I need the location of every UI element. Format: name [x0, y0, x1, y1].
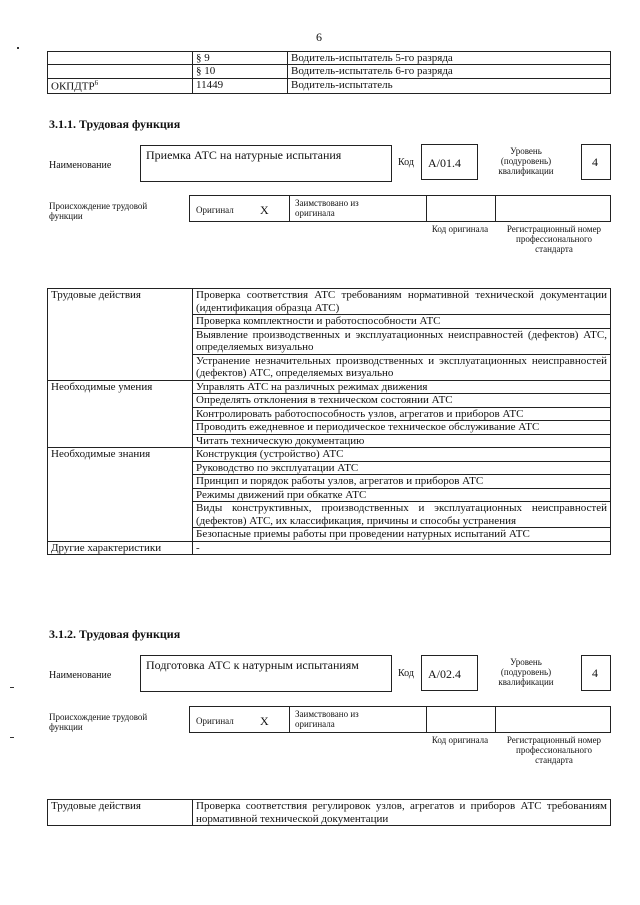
func2-borrowed-label: Заимствовано из оригинала: [295, 709, 359, 729]
list-item: Устранение незначительных производственных и эксплуатационных неисправностей (дефектов) АТС, определяемых визуально: [193, 354, 611, 380]
func2-code-value: A/02.4: [428, 667, 461, 681]
func2-origin-div-1: [289, 706, 290, 733]
list-item: Управлять АТС на различных режимах движения: [193, 380, 611, 394]
func2-heading: 3.1.2. Трудовая функция: [49, 627, 181, 641]
section-title: Другие характеристики: [48, 541, 193, 555]
okpdtr-label: ОКПДТР: [51, 80, 95, 93]
table-cell: 11449: [193, 79, 288, 94]
func2-origin-label: Происхождение трудовой функции: [49, 712, 148, 732]
list-item: Конструкция (устройство) АТС: [193, 448, 611, 462]
func2-original-mark: X: [260, 714, 269, 728]
func1-reg-number-label: Регистрационный номер профессионального стандарта: [506, 224, 602, 254]
func1-origin-div-2: [426, 195, 427, 222]
func1-origin-label: Происхождение трудовой функции: [49, 201, 148, 221]
func2-origin-div-3: [495, 706, 496, 733]
table-row: [48, 380, 611, 394]
table-cell: [48, 65, 193, 79]
table-cell: § 9: [193, 52, 288, 65]
func1-name-label: Наименование: [49, 160, 112, 171]
list-item: Выявление производственных и эксплуатационных неисправностей (дефектов) АТС, определяемых визуально: [193, 328, 611, 354]
margin-mark: [10, 687, 14, 688]
list-item: Проверка соответствия регулировок узлов, агрегатов и приборов АТС требованиям нормативной технической документации: [193, 800, 611, 826]
func1-level-label: Уровень (подуровень) квалификации: [498, 146, 554, 176]
list-item: Контролировать работоспособность узлов, агрегатов и приборов АТС: [193, 407, 611, 421]
table-row: [48, 448, 611, 462]
func1-origin-box: [189, 195, 611, 222]
func1-details-table: [47, 288, 611, 555]
page-number: 6: [316, 30, 322, 44]
table-cell: Водитель-испытатель 5-го разряда: [288, 52, 611, 65]
func2-details-table: [47, 799, 611, 826]
func2-original-label: Оригинал: [196, 716, 234, 726]
table-row: [48, 800, 611, 826]
list-item: Виды конструктивных, производственных и эксплуатационных неисправностей (дефектов) АТС, их классификация, причины и способы устранения: [193, 502, 611, 528]
list-item: Проверка соответствия АТС требованиям нормативной технической документации (идентификация образца АТС): [193, 289, 611, 315]
func1-code-value: A/01.4: [428, 156, 461, 170]
func2-name-value: Подготовка АТС к натурным испытаниям: [146, 658, 359, 672]
func2-code-original-label: Код оригинала: [431, 735, 489, 745]
table-cell: § 10: [193, 65, 288, 79]
table-row: [48, 52, 611, 65]
table-cell: [48, 52, 193, 65]
table-row: [48, 79, 611, 94]
func2-reg-number-label: Регистрационный номер профессионального стандарта: [506, 735, 602, 765]
func2-level-value: 4: [592, 666, 598, 680]
list-item: Проводить ежедневное и периодическое техническое обслуживание АТС: [193, 421, 611, 435]
func1-code-label: Код: [398, 157, 414, 168]
table-cell: Водитель-испытатель 6-го разряда: [288, 65, 611, 79]
func1-level-value: 4: [592, 155, 598, 169]
list-item: Определять отклонения в техническом состоянии АТС: [193, 394, 611, 408]
list-item: Режимы движений при обкатке АТС: [193, 488, 611, 502]
func1-original-mark: X: [260, 203, 269, 217]
func2-level-label: Уровень (подуровень) квалификации: [498, 657, 554, 687]
func1-origin-div-1: [289, 195, 290, 222]
section-title: Необходимые знания: [48, 448, 193, 542]
func1-heading: 3.1.1. Трудовая функция: [49, 117, 181, 131]
func1-original-label: Оригинал: [196, 205, 234, 215]
section-title: Трудовые действия: [48, 289, 193, 381]
table-row: [48, 541, 611, 555]
func2-origin-box: [189, 706, 611, 733]
list-item: -: [193, 541, 611, 555]
list-item: Принцип и порядок работы узлов, агрегатов и приборов АТС: [193, 475, 611, 489]
func1-name-value: Приемка АТС на натурные испытания: [146, 148, 342, 162]
func1-origin-div-3: [495, 195, 496, 222]
table-cell: [48, 79, 193, 94]
top-okz-table: [47, 51, 611, 94]
func1-code-original-label: Код оригинала: [431, 224, 489, 234]
footnote-mark: 6: [94, 79, 99, 87]
func2-origin-div-2: [426, 706, 427, 733]
list-item: Читать техническую документацию: [193, 434, 611, 448]
table-cell: Водитель-испытатель: [288, 79, 611, 94]
table-row: [48, 65, 611, 79]
section-title: Трудовые действия: [48, 800, 193, 826]
list-item: Руководство по эксплуатации АТС: [193, 461, 611, 475]
list-item: Проверка комплектности и работоспособности АТС: [193, 315, 611, 329]
func2-code-label: Код: [398, 668, 414, 679]
list-item: Безопасные приемы работы при проведении натурных испытаний АТС: [193, 528, 611, 542]
section-title: Необходимые умения: [48, 380, 193, 448]
table-row: [48, 289, 611, 315]
func2-name-label: Наименование: [49, 670, 112, 681]
func1-borrowed-label: Заимствовано из оригинала: [295, 198, 359, 218]
margin-mark: [10, 737, 14, 738]
margin-mark: [17, 47, 19, 49]
